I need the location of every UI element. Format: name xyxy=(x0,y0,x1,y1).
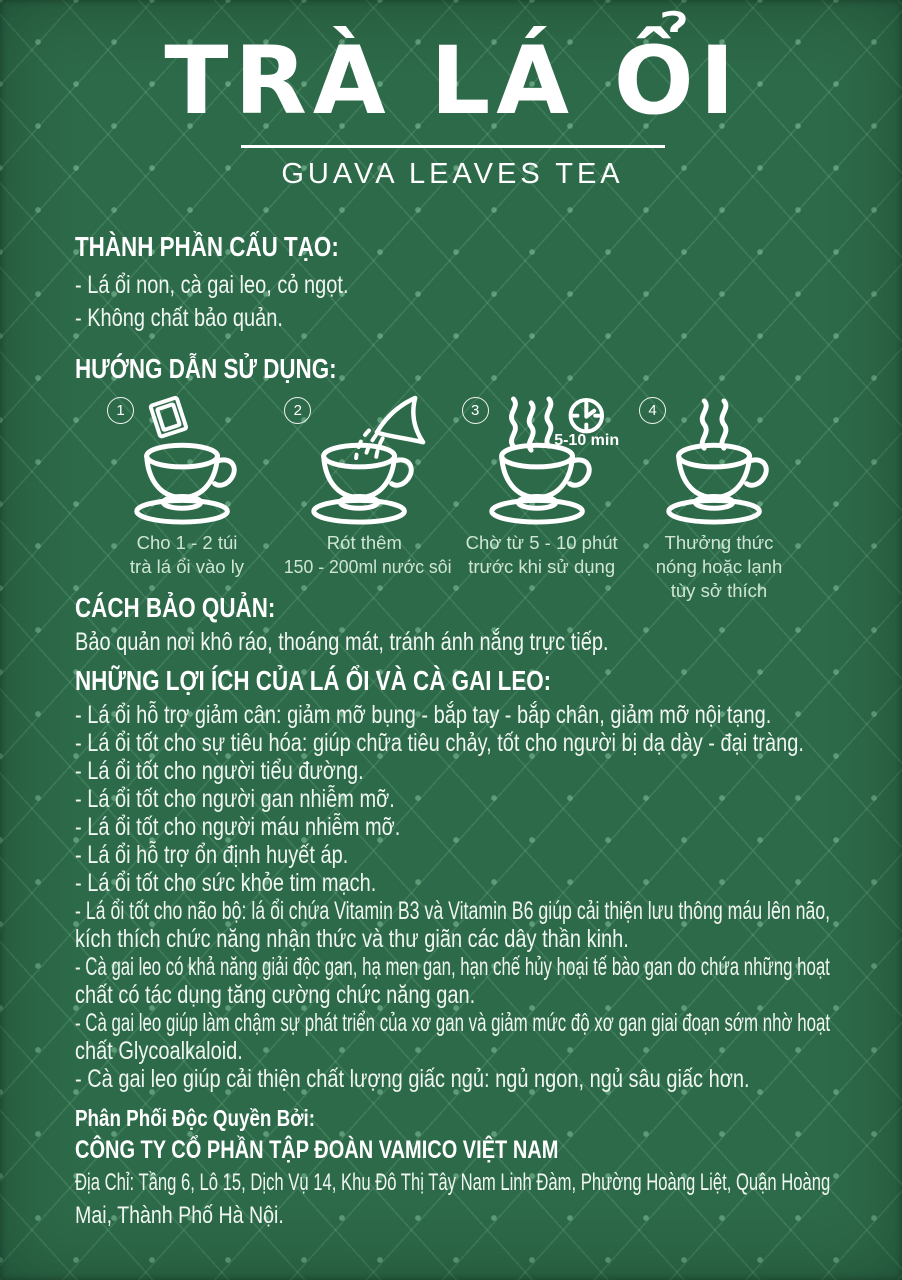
step-number-badge: 3 xyxy=(462,397,489,424)
benefit-line: - Lá ổi tốt cho não bộ: lá ổi chứa Vitamin B3 và Vitamin B6 giúp cải thiện lưu thông máu lên não, xyxy=(75,897,831,926)
usage-step-3 xyxy=(458,395,626,579)
benefit-line: chất Glycoalkaloid. xyxy=(75,1037,243,1066)
benefit-line: - Cà gai leo giúp làm chậm sự phát triển của xơ gan và giảm mức độ xơ gan giai đoạn sớm nhờ hoạt xyxy=(75,1009,831,1038)
step3-icon-box xyxy=(458,395,626,525)
benefit-line: - Lá ổi hỗ trợ ổn định huyết áp. xyxy=(75,841,349,870)
benefit-line: kích thích chức năng nhận thức và thư giãn các dây thần kinh. xyxy=(75,925,629,954)
caption-line: trà lá ổi vào ly xyxy=(129,556,245,578)
kettle-spout-icon xyxy=(377,398,423,442)
caption-line: trước khi sử dụng xyxy=(468,556,616,578)
benefit-line: - Lá ổi tốt cho người tiểu đường. xyxy=(75,757,364,786)
storage-heading: CÁCH BẢO QUẢN: xyxy=(75,592,276,624)
clock-icon xyxy=(570,400,602,432)
usage-section xyxy=(75,353,830,602)
distributor-footer xyxy=(75,1103,830,1232)
steam-icon xyxy=(511,399,550,450)
benefits-section xyxy=(75,665,830,1093)
usage-step-2 xyxy=(280,395,452,579)
distributor-label: Phân Phối Độc Quyền Bởi: xyxy=(75,1105,316,1132)
address-line: Địa Chỉ: Tầng 6, Lô 15, Dịch Vụ 14, Khu Đô Thị Tây Nam Linh Đàm, Phường Hoàng Liệt, Quận Hoàng xyxy=(75,1169,831,1197)
usage-step-1 xyxy=(103,395,271,579)
benefits-list xyxy=(75,701,830,1093)
benefit-line: - Lá ổi tốt cho sức khỏe tim mạch. xyxy=(75,869,377,898)
address-line: Mai, Thành Phố Hà Nội. xyxy=(75,1202,284,1230)
ingredients-list xyxy=(75,269,830,335)
step2-caption xyxy=(280,531,452,579)
caption-line: Chờ từ 5 - 10 phút xyxy=(465,532,618,554)
company-name: CÔNG TY CỔ PHẦN TẬP ĐOÀN VAMICO VIỆT NAM xyxy=(75,1136,559,1165)
list-item: - Lá ổi non, cà gai leo, cỏ ngọt. xyxy=(75,271,349,300)
benefit-line: - Lá ổi tốt cho người gan nhiễm mỡ. xyxy=(75,785,395,814)
usage-steps xyxy=(103,395,803,602)
benefit-line: - Lá ổi tốt cho người máu nhiễm mỡ. xyxy=(75,813,401,842)
ingredients-heading: THÀNH PHẦN CẤU TẠO: xyxy=(75,231,339,263)
benefit-line: - Lá ổi tốt cho sự tiêu hóa: giúp chữa tiêu chảy, tốt cho người bị dạ dày - đại tràng. xyxy=(75,729,804,758)
steam-icon xyxy=(702,401,726,448)
step4-icon-box xyxy=(635,395,803,525)
caption-line: Cho 1 - 2 túi xyxy=(136,532,238,554)
header xyxy=(75,0,830,191)
benefit-line: - Cà gai leo có khả năng giải độc gan, hạ men gan, hạn chế hủy hoại tế bào gan do chứa những hoạt xyxy=(75,953,830,982)
benefit-line: - Lá ổi hỗ trợ giảm cân: giảm mỡ bụng - bắp tay - bắp chân, giảm mỡ nội tạng. xyxy=(75,701,772,730)
list-item: - Không chất bảo quản. xyxy=(75,304,283,333)
caption-line: 150 - 200ml nước sôi xyxy=(284,556,452,578)
storage-text: Bảo quản nơi khô ráo, thoáng mát, tránh ánh nắng trực tiếp. xyxy=(75,628,609,657)
usage-heading: HƯỚNG DẪN SỬ DỤNG: xyxy=(75,353,337,385)
step1-caption xyxy=(103,531,271,579)
benefit-line: chất có tác dụng tăng cường chức năng gan. xyxy=(75,981,476,1010)
step-number-badge: 2 xyxy=(284,397,311,424)
title-divider xyxy=(241,145,665,148)
steam-clock-teacup-icon xyxy=(467,395,617,525)
step1-icon-box xyxy=(103,395,271,525)
ingredients-section xyxy=(75,231,830,335)
product-subtitle: GUAVA LEAVES TEA xyxy=(281,158,624,191)
kettle-pour-teacup-icon xyxy=(289,395,439,525)
teabag-icon xyxy=(150,398,186,437)
step-number-badge: 4 xyxy=(639,397,666,424)
step3-caption xyxy=(458,531,626,579)
caption-line: Rót thêm xyxy=(326,532,402,554)
benefit-line: - Cà gai leo giúp cải thiện chất lượng giấc ngủ: ngủ ngon, ngủ sâu giấc hơn. xyxy=(75,1065,750,1094)
clock-duration-label: 5-10 min xyxy=(554,432,620,450)
caption-line: nóng hoặc lạnh xyxy=(655,556,783,578)
caption-line: Thưởng thức xyxy=(664,532,774,554)
benefits-heading: NHỮNG LỢI ÍCH CỦA LÁ ỔI VÀ CÀ GAI LEO: xyxy=(75,665,552,697)
product-title: TRÀ LÁ ỔI xyxy=(164,27,741,136)
step2-icon-box xyxy=(280,395,448,525)
usage-step-4 xyxy=(635,395,803,602)
steam-teacup-icon xyxy=(644,395,794,525)
step-number-badge: 1 xyxy=(107,397,134,424)
caption-line: tùy sở thích xyxy=(670,580,768,602)
teabag-teacup-icon xyxy=(112,395,262,525)
